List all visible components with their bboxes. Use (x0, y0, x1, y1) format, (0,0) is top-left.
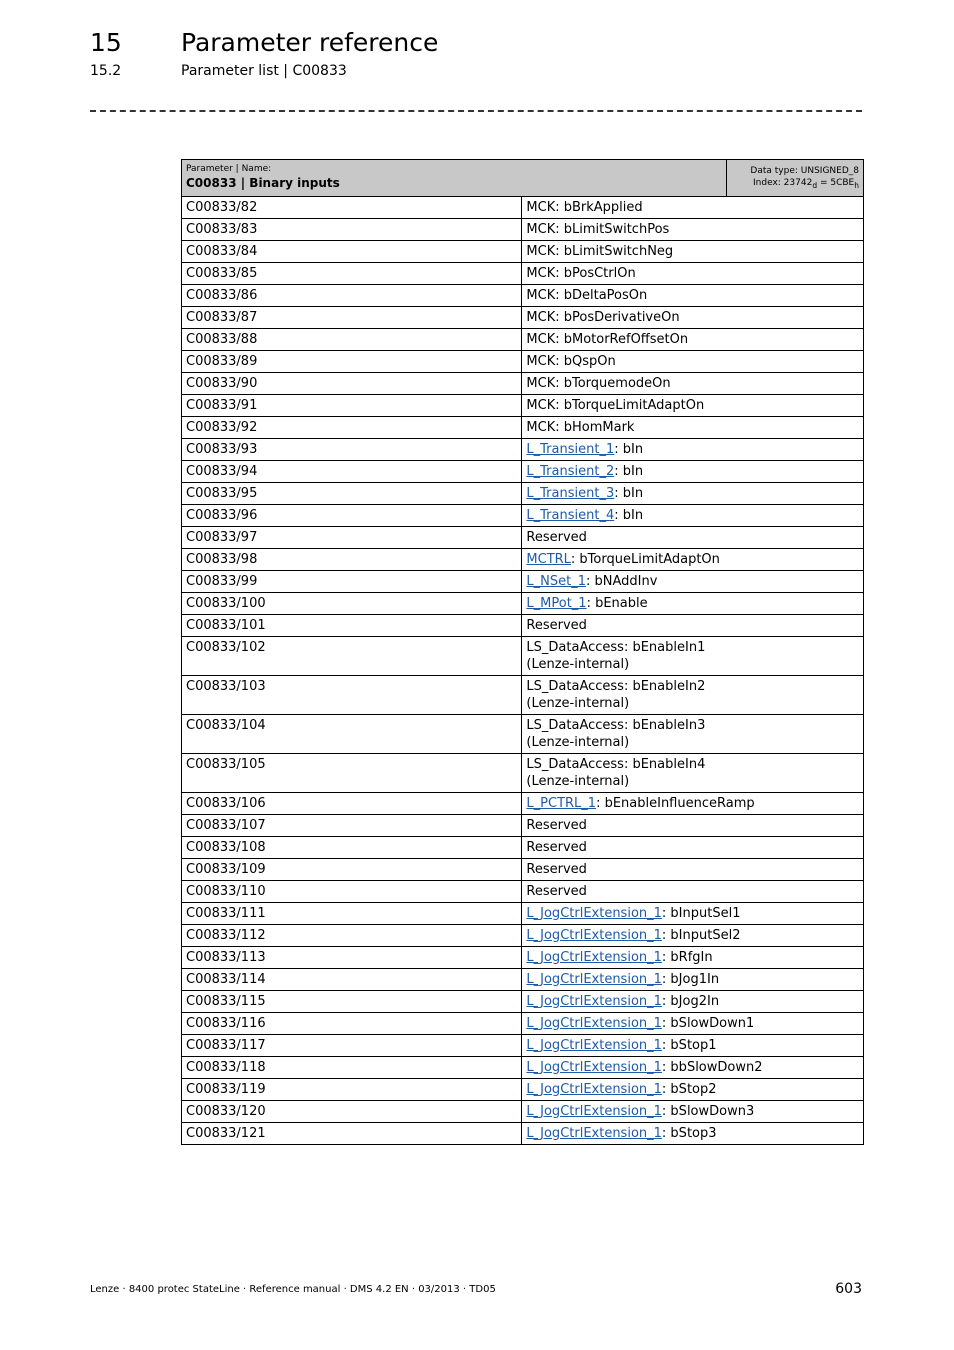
table-row (182, 1078, 864, 1100)
parameter-code: C00833/118 (182, 1056, 522, 1078)
parameter-code: C00833/106 (182, 792, 522, 814)
signal-text: : bJog2In (661, 993, 720, 1009)
signal-text: MCK: bQspOn (526, 353, 616, 369)
signal-text: : bInputSel1 (661, 905, 741, 921)
parameter-signal (522, 262, 864, 284)
parameter-signal (522, 196, 864, 218)
parameter-signal (522, 438, 864, 460)
function-block-link[interactable]: L_NSet_1 (526, 573, 586, 589)
index-hex-suffix: h (854, 180, 859, 190)
parameter-code: C00833/97 (182, 526, 522, 548)
function-block-link[interactable]: L_JogCtrlExtension_1 (526, 927, 662, 943)
parameter-code: C00833/92 (182, 416, 522, 438)
parameter-code: C00833/107 (182, 814, 522, 836)
signal-text: : bSlowDown3 (661, 1103, 755, 1119)
parameter-signal (522, 675, 864, 714)
signal-text: Reserved (526, 839, 587, 855)
table-row (182, 1034, 864, 1056)
parameter-code: C00833/103 (182, 675, 522, 714)
parameter-code: C00833/111 (182, 902, 522, 924)
parameter-signal (522, 1122, 864, 1144)
table-row (182, 902, 864, 924)
signal-text: LS_DataAccess: bEnableIn4 (526, 756, 706, 772)
table-row (182, 328, 864, 350)
parameter-code: C00833/90 (182, 372, 522, 394)
parameter-code: C00833/93 (182, 438, 522, 460)
table-row (182, 1122, 864, 1144)
signal-text: : bRfgIn (661, 949, 713, 965)
signal-note: (Lenze-internal) (526, 656, 630, 672)
signal-text: MCK: bBrkApplied (526, 199, 643, 215)
signal-text: MCK: bDeltaPosOn (526, 287, 648, 303)
parameter-signal (522, 1078, 864, 1100)
table-row (182, 675, 864, 714)
index-mid: = 5CBE (817, 178, 855, 188)
parameter-signal (522, 614, 864, 636)
parameter-code: C00833/101 (182, 614, 522, 636)
parameter-code: C00833/113 (182, 946, 522, 968)
function-block-link[interactable]: L_JogCtrlExtension_1 (526, 971, 662, 987)
parameter-code: C00833/83 (182, 218, 522, 240)
signal-text: Reserved (526, 861, 587, 877)
signal-text: : bJog1In (661, 971, 720, 987)
table-row (182, 614, 864, 636)
table-row (182, 218, 864, 240)
parameter-code: C00833/96 (182, 504, 522, 526)
parameter-signal (522, 792, 864, 814)
signal-note: (Lenze-internal) (526, 695, 630, 711)
parameter-code: C00833/86 (182, 284, 522, 306)
parameter-signal (522, 990, 864, 1012)
signal-text: : bTorqueLimitAdaptOn (570, 551, 720, 567)
parameter-code: C00833/115 (182, 990, 522, 1012)
signal-text: : bIn (614, 441, 644, 457)
table-row (182, 372, 864, 394)
parameter-code: C00833/108 (182, 836, 522, 858)
signal-text: MCK: bHomMark (526, 419, 635, 435)
signal-text: MCK: bMotorRefOffsetOn (526, 331, 689, 347)
parameter-signal (522, 880, 864, 902)
signal-text: : bbSlowDown2 (661, 1059, 763, 1075)
table-row (182, 924, 864, 946)
table-row (182, 636, 864, 675)
function-block-link[interactable]: L_Transient_2 (526, 463, 615, 479)
page-number: 603 (835, 1281, 862, 1297)
parameter-signal (522, 924, 864, 946)
parameter-signal (522, 814, 864, 836)
function-block-link[interactable]: L_JogCtrlExtension_1 (526, 1015, 662, 1031)
parameter-code: C00833/89 (182, 350, 522, 372)
signal-text: : bStop1 (661, 1037, 717, 1053)
table-row (182, 814, 864, 836)
parameter-code: C00833/98 (182, 548, 522, 570)
signal-text: Reserved (526, 883, 587, 899)
function-block-link[interactable]: L_JogCtrlExtension_1 (526, 993, 662, 1009)
function-block-link[interactable]: L_JogCtrlExtension_1 (526, 1059, 662, 1075)
index-decimal-suffix: d (812, 180, 818, 190)
function-block-link[interactable]: L_JogCtrlExtension_1 (526, 1125, 662, 1141)
parameter-signal (522, 548, 864, 570)
table-row (182, 1100, 864, 1122)
signal-text: : bIn (614, 507, 644, 523)
signal-text: MCK: bPosCtrlOn (526, 265, 636, 281)
parameter-name: C00833 | Binary inputs (186, 176, 340, 190)
function-block-link[interactable]: L_JogCtrlExtension_1 (526, 1103, 662, 1119)
table-row (182, 482, 864, 504)
signal-text: : bStop2 (661, 1081, 717, 1097)
parameter-signal (522, 350, 864, 372)
signal-text: : bInputSel2 (661, 927, 741, 943)
parameter-code: C00833/119 (182, 1078, 522, 1100)
table-row (182, 946, 864, 968)
parameter-signal (522, 218, 864, 240)
signal-note: (Lenze-internal) (526, 773, 630, 789)
table-row (182, 240, 864, 262)
table-header-row (182, 160, 864, 197)
parameter-code: C00833/102 (182, 636, 522, 675)
parameter-signal (522, 714, 864, 753)
table-header-left (182, 160, 726, 196)
parameter-code: C00833/109 (182, 858, 522, 880)
section-title: Parameter list | C00833 (181, 63, 347, 79)
parameter-signal (522, 482, 864, 504)
parameter-signal (522, 1012, 864, 1034)
signal-text: LS_DataAccess: bEnableIn1 (526, 639, 706, 655)
header-divider (90, 110, 862, 112)
parameter-code: C00833/99 (182, 570, 522, 592)
signal-text: : bEnableInfluenceRamp (596, 795, 755, 811)
table-row (182, 394, 864, 416)
parameter-code: C00833/112 (182, 924, 522, 946)
parameter-code: C00833/100 (182, 592, 522, 614)
parameter-signal (522, 858, 864, 880)
signal-text: MCK: bTorqueLimitAdaptOn (526, 397, 705, 413)
function-block-link[interactable]: MCTRL (526, 551, 571, 567)
signal-note: (Lenze-internal) (526, 734, 630, 750)
parameter-signal (522, 1100, 864, 1122)
table-row (182, 196, 864, 218)
parameter-code: C00833/114 (182, 968, 522, 990)
signal-text: MCK: bTorquemodeOn (526, 375, 671, 391)
function-block-link[interactable]: L_JogCtrlExtension_1 (526, 905, 662, 921)
parameter-code: C00833/95 (182, 482, 522, 504)
parameter-code: C00833/88 (182, 328, 522, 350)
parameter-code: C00833/120 (182, 1100, 522, 1122)
table-row (182, 753, 864, 792)
table-row (182, 880, 864, 902)
table-row (182, 570, 864, 592)
function-block-link[interactable]: L_PCTRL_1 (526, 795, 597, 811)
table-row (182, 1012, 864, 1034)
table-row (182, 438, 864, 460)
function-block-link[interactable]: L_JogCtrlExtension_1 (526, 1037, 662, 1053)
parameter-code: C00833/104 (182, 714, 522, 753)
parameter-signal (522, 636, 864, 675)
parameter-code: C00833/94 (182, 460, 522, 482)
table-row (182, 416, 864, 438)
function-block-link[interactable]: L_JogCtrlExtension_1 (526, 1081, 662, 1097)
parameter-code: C00833/117 (182, 1034, 522, 1056)
index-prefix: Index: 23742 (753, 178, 813, 188)
parameter-code: C00833/91 (182, 394, 522, 416)
signal-text: : bIn (614, 485, 644, 501)
parameter-signal (522, 416, 864, 438)
parameter-code: C00833/105 (182, 753, 522, 792)
function-block-link[interactable]: L_Transient_4 (526, 507, 615, 523)
parameter-signal (522, 902, 864, 924)
parameter-signal (522, 836, 864, 858)
table-row (182, 262, 864, 284)
parameter-signal (522, 1034, 864, 1056)
table-row (182, 526, 864, 548)
signal-text: : bIn (614, 463, 644, 479)
parameter-signal (522, 570, 864, 592)
section-number: 15.2 (90, 63, 122, 79)
signal-text: LS_DataAccess: bEnableIn2 (526, 678, 706, 694)
signal-text: MCK: bLimitSwitchPos (526, 221, 670, 237)
signal-text: Reserved (526, 529, 587, 545)
parameter-signal (522, 372, 864, 394)
parameter-name-label: Parameter | Name: (186, 164, 272, 174)
table-header-right (726, 160, 863, 196)
parameter-signal (522, 284, 864, 306)
table-row (182, 714, 864, 753)
table-row (182, 990, 864, 1012)
parameter-signal (522, 753, 864, 792)
function-block-link[interactable]: L_MPot_1 (526, 595, 587, 611)
function-block-link[interactable]: L_JogCtrlExtension_1 (526, 949, 662, 965)
parameter-signal (522, 526, 864, 548)
table-row (182, 350, 864, 372)
index-info (731, 177, 859, 192)
parameter-signal (522, 460, 864, 482)
parameter-signal (522, 328, 864, 350)
table-row (182, 858, 864, 880)
signal-text: : bNAddInv (586, 573, 658, 589)
table-row (182, 592, 864, 614)
parameter-signal (522, 592, 864, 614)
footer-doc-info: Lenze · 8400 protec StateLine · Reference manual · DMS 4.2 EN · 03/2013 · TD05 (90, 1284, 496, 1295)
table-row (182, 1056, 864, 1078)
parameter-signal (522, 504, 864, 526)
parameter-code: C00833/121 (182, 1122, 522, 1144)
parameter-signal (522, 968, 864, 990)
parameter-signal (522, 1056, 864, 1078)
parameter-code: C00833/84 (182, 240, 522, 262)
signal-text: : bEnable (586, 595, 648, 611)
table-row (182, 284, 864, 306)
table-row (182, 504, 864, 526)
parameter-code: C00833/87 (182, 306, 522, 328)
signal-text: Reserved (526, 617, 587, 633)
signal-text: MCK: bPosDerivativeOn (526, 309, 680, 325)
parameter-code: C00833/82 (182, 196, 522, 218)
parameter-code: C00833/85 (182, 262, 522, 284)
signal-text: MCK: bLimitSwitchNeg (526, 243, 674, 259)
parameter-signal (522, 240, 864, 262)
signal-text: LS_DataAccess: bEnableIn3 (526, 717, 706, 733)
table-row (182, 460, 864, 482)
table-row (182, 968, 864, 990)
data-type: Data type: UNSIGNED_8 (750, 166, 859, 176)
table-row (182, 836, 864, 858)
parameter-code: C00833/116 (182, 1012, 522, 1034)
chapter-number: 15 (90, 28, 122, 57)
table-row (182, 792, 864, 814)
function-block-link[interactable]: L_Transient_1 (526, 441, 615, 457)
parameter-signal (522, 306, 864, 328)
signal-text: Reserved (526, 817, 587, 833)
parameter-table (181, 159, 864, 1145)
parameter-code: C00833/110 (182, 880, 522, 902)
table-row (182, 548, 864, 570)
signal-text: : bSlowDown1 (661, 1015, 755, 1031)
signal-text: : bStop3 (661, 1125, 717, 1141)
parameter-signal (522, 394, 864, 416)
table-row (182, 306, 864, 328)
chapter-title: Parameter reference (181, 28, 439, 57)
function-block-link[interactable]: L_Transient_3 (526, 485, 615, 501)
parameter-signal (522, 946, 864, 968)
